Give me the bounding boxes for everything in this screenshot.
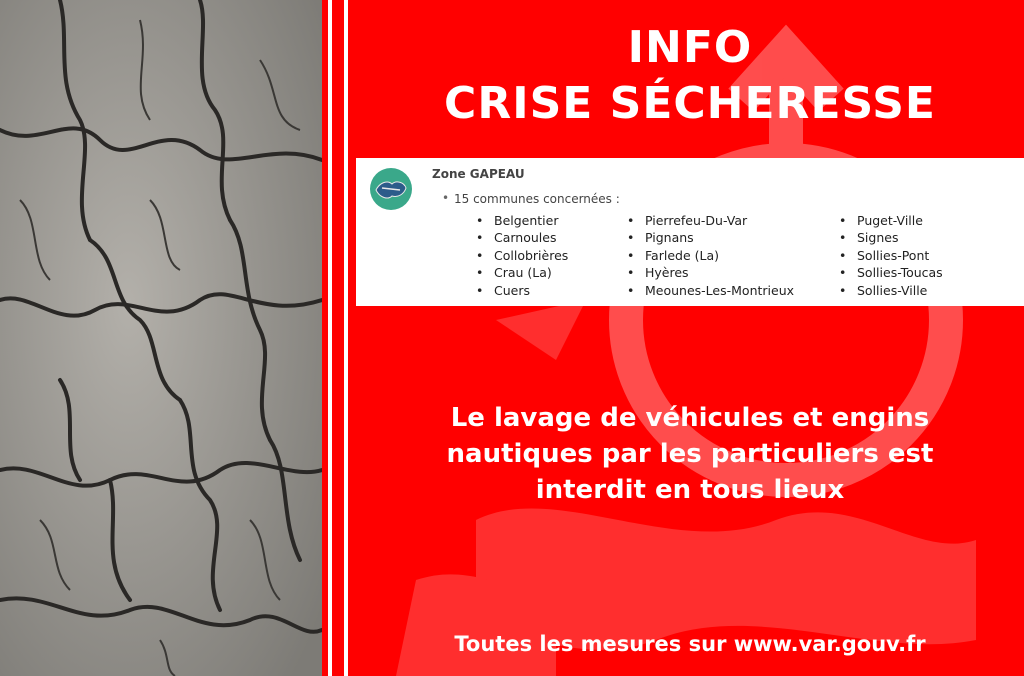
communes-count: • 15 communes concernées : [454, 192, 620, 206]
zone-map-logo-icon [370, 168, 412, 210]
footer-link-text: Toutes les mesures sur www.var.gouv.fr [454, 632, 926, 656]
commune-item: • Pierrefeu-Du-Var [627, 212, 794, 229]
commune-item: • Signes [839, 229, 943, 246]
commune-item: • Meounes-Les-Montrieux [627, 282, 794, 299]
cracked-earth-image [0, 0, 322, 676]
main-panel [356, 0, 1024, 676]
commune-item: • Belgentier [476, 212, 568, 229]
commune-item: • Puget-Ville [839, 212, 943, 229]
commune-item: • Sollies-Pont [839, 247, 943, 264]
divider-stripe-right [344, 0, 348, 676]
commune-item: • Collobrières [476, 247, 568, 264]
commune-item: • Farlede (La) [627, 247, 794, 264]
commune-item: • Cuers [476, 282, 568, 299]
commune-item: • Carnoules [476, 229, 568, 246]
communes-column-3 [839, 212, 943, 299]
commune-item: • Sollies-Ville [839, 282, 943, 299]
communes-column-1 [476, 212, 568, 299]
title-line-1: INFO [627, 22, 753, 73]
divider-stripes [322, 0, 358, 676]
message-line-3: interdit en tous lieux [535, 475, 845, 505]
commune-item: • Sollies-Toucas [839, 264, 943, 281]
title-line-2: CRISE SÉCHERESSE [444, 78, 936, 129]
commune-item: • Hyères [627, 264, 794, 281]
commune-item: • Pignans [627, 229, 794, 246]
communes-column-2 [627, 212, 794, 299]
zone-name: Zone GAPEAU [432, 167, 525, 181]
restriction-message [356, 400, 1024, 508]
message-line-2: nautiques par les particuliers est [446, 439, 934, 469]
divider-stripe-left [328, 0, 332, 676]
commune-item: • Crau (La) [476, 264, 568, 281]
message-line-1: Le lavage de véhicules et engins [450, 403, 930, 433]
zone-info-band [356, 158, 1024, 306]
